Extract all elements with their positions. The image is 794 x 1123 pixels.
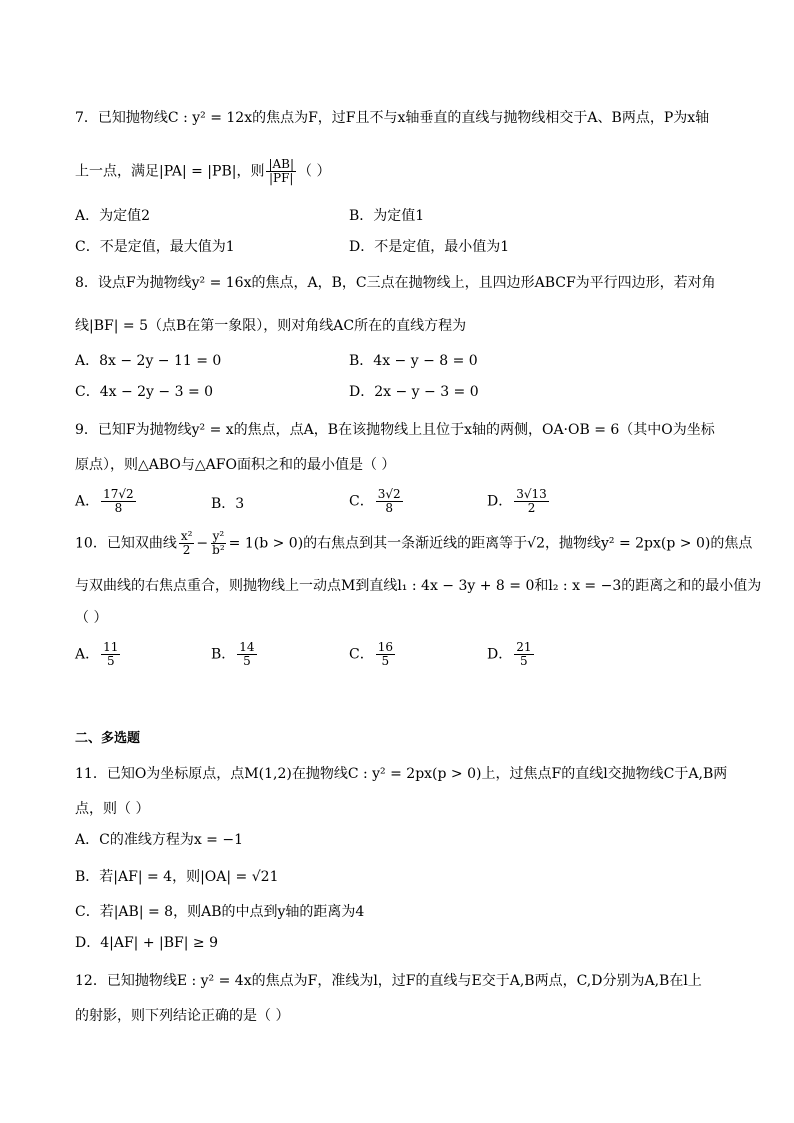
section-heading: 二、多选题 bbox=[75, 731, 141, 746]
q9-option-a bbox=[75, 488, 138, 515]
q9-line2: 原点），则△ABO与△AFO面积之和的最小值是（ ） bbox=[75, 457, 396, 473]
q9-option-d-den: 2 bbox=[527, 501, 536, 515]
q9-option-a-den: 8 bbox=[114, 501, 123, 515]
q8-option-a: A．8x − 2y − 11 = 0 bbox=[75, 353, 222, 369]
q10-option-b bbox=[211, 641, 259, 668]
q10-option-d-fraction bbox=[514, 641, 533, 668]
q9-option-d-fraction bbox=[514, 488, 549, 515]
q10-fraction-1 bbox=[179, 530, 195, 557]
q9-option-c bbox=[349, 488, 405, 515]
q11-option-b: B．若|AF| = 4，则|OA| = √21 bbox=[75, 869, 279, 885]
q10-option-c bbox=[349, 641, 397, 668]
q10-option-a-fraction bbox=[101, 641, 120, 668]
q10-fraction-2 bbox=[210, 530, 227, 557]
q7-option-d: D．不是定值，最小值为1 bbox=[349, 239, 510, 255]
q7-fraction bbox=[266, 158, 296, 185]
q8-option-c: C．4x − 2y − 3 = 0 bbox=[75, 384, 214, 400]
q8-option-d: D．2x − y − 3 = 0 bbox=[349, 384, 479, 400]
q9-option-c-fraction bbox=[376, 488, 403, 515]
q10-f2-num: y² bbox=[212, 529, 225, 543]
q11-line2: 点，则（ ） bbox=[75, 801, 150, 817]
q11-option-c: C．若|AB| = 8，则AB的中点到y轴的距离为4 bbox=[75, 904, 365, 920]
q10-f1-num: x² bbox=[180, 529, 193, 543]
q9-option-c-label: C． bbox=[349, 493, 374, 510]
q10-option-b-label: B． bbox=[211, 646, 236, 663]
q10-minus: − bbox=[196, 535, 209, 552]
q11-option-d: D．4|AF| + |BF| ≥ 9 bbox=[75, 935, 218, 951]
q7-line2-suffix: （ ） bbox=[298, 163, 331, 180]
q11-option-a: A．C的准线方程为x = −1 bbox=[75, 832, 243, 848]
q7-line2-prefix: 上一点，满足|PA| = |PB|，则 bbox=[75, 163, 265, 180]
q9-option-c-den: 8 bbox=[385, 501, 393, 515]
q10-option-a-den: 5 bbox=[106, 654, 115, 668]
q10-line3: （ ） bbox=[75, 610, 108, 626]
q9-line1: 9．已知F为抛物线y² = x的焦点，点A，B在该抛物线上且位于x轴的两侧，OA·OB = 6（其中O为坐标 bbox=[75, 422, 715, 438]
q10-option-b-fraction bbox=[237, 641, 256, 668]
q10-option-d-label: D． bbox=[487, 646, 513, 663]
q7-frac-den: |PF| bbox=[268, 171, 294, 185]
q9-option-c-num: 3√2 bbox=[377, 487, 401, 501]
q9-option-d-label: D． bbox=[487, 493, 513, 510]
q10-line1-mid: = 1(b > 0)的右焦点到其一条渐近线的距离等于√2，抛物线y² = 2px(p > 0)的焦点 bbox=[228, 535, 753, 552]
q11-line1: 11．已知O为坐标原点，点M(1,2)在抛物线C : y² = 2px(p > 0)上，过焦点F的直线l交抛物线C于A,B两 bbox=[75, 766, 728, 782]
q10-option-b-den: 5 bbox=[243, 654, 251, 668]
q12-line1: 12．已知抛物线E : y² = 4x的焦点为F，准线为l，过F的直线与E交于A,B两点，C,D分别为A,B在l上 bbox=[75, 973, 702, 989]
q9-option-a-fraction bbox=[101, 488, 136, 515]
q10-option-d bbox=[487, 641, 536, 668]
q8-line2: 线|BF| = 5（点B在第一象限），则对角线AC所在的直线方程为 bbox=[75, 318, 467, 334]
q10-option-a-label: A． bbox=[75, 646, 100, 663]
q7-frac-num: |AB| bbox=[268, 157, 295, 171]
q7-option-c: C．不是定值，最大值为1 bbox=[75, 239, 235, 255]
q10-line1 bbox=[75, 530, 752, 557]
q7-line1: 7．已知抛物线C : y² = 12x的焦点为F，过F且不与x轴垂直的直线与抛物线相交于A、B两点，P为x轴 bbox=[75, 110, 710, 126]
q10-option-a bbox=[75, 641, 122, 668]
q7-option-a: A．为定值2 bbox=[75, 208, 151, 224]
q10-option-b-num: 14 bbox=[239, 640, 255, 654]
q8-line1: 8．设点F为抛物线y² = 16x的焦点，A，B，C三点在抛物线上，且四边形ABCF为平行四边形，若对角 bbox=[75, 275, 716, 291]
q7-option-b: B．为定值1 bbox=[349, 208, 425, 224]
q10-option-c-fraction bbox=[376, 641, 395, 668]
q10-option-c-den: 5 bbox=[381, 654, 390, 668]
q10-option-c-label: C． bbox=[349, 646, 374, 663]
q9-option-b: B．3 bbox=[211, 496, 245, 512]
q10-option-a-num: 11 bbox=[103, 640, 119, 654]
q10-line1-prefix: 10．已知双曲线 bbox=[75, 535, 177, 552]
q10-f1-den: 2 bbox=[182, 543, 191, 557]
q9-option-d-num: 3√13 bbox=[516, 487, 547, 501]
q7-line2 bbox=[75, 158, 330, 185]
q9-option-d bbox=[487, 488, 551, 515]
q10-option-c-num: 16 bbox=[377, 640, 393, 654]
q10-line2: 与双曲线的右焦点重合，则抛物线上一动点M到直线l₁ : 4x − 3y + 8 = 0和l₂ : x = −3的距离之和的最小值为 bbox=[75, 578, 762, 594]
q12-line2: 的射影，则下列结论正确的是（ ） bbox=[75, 1008, 290, 1024]
q8-option-b: B．4x − y − 8 = 0 bbox=[349, 353, 478, 369]
q9-option-a-label: A． bbox=[75, 493, 100, 510]
q10-option-d-den: 5 bbox=[520, 654, 528, 668]
q10-f2-den: b² bbox=[212, 543, 225, 557]
q9-option-a-num: 17√2 bbox=[103, 487, 134, 501]
q10-option-d-num: 21 bbox=[516, 640, 532, 654]
